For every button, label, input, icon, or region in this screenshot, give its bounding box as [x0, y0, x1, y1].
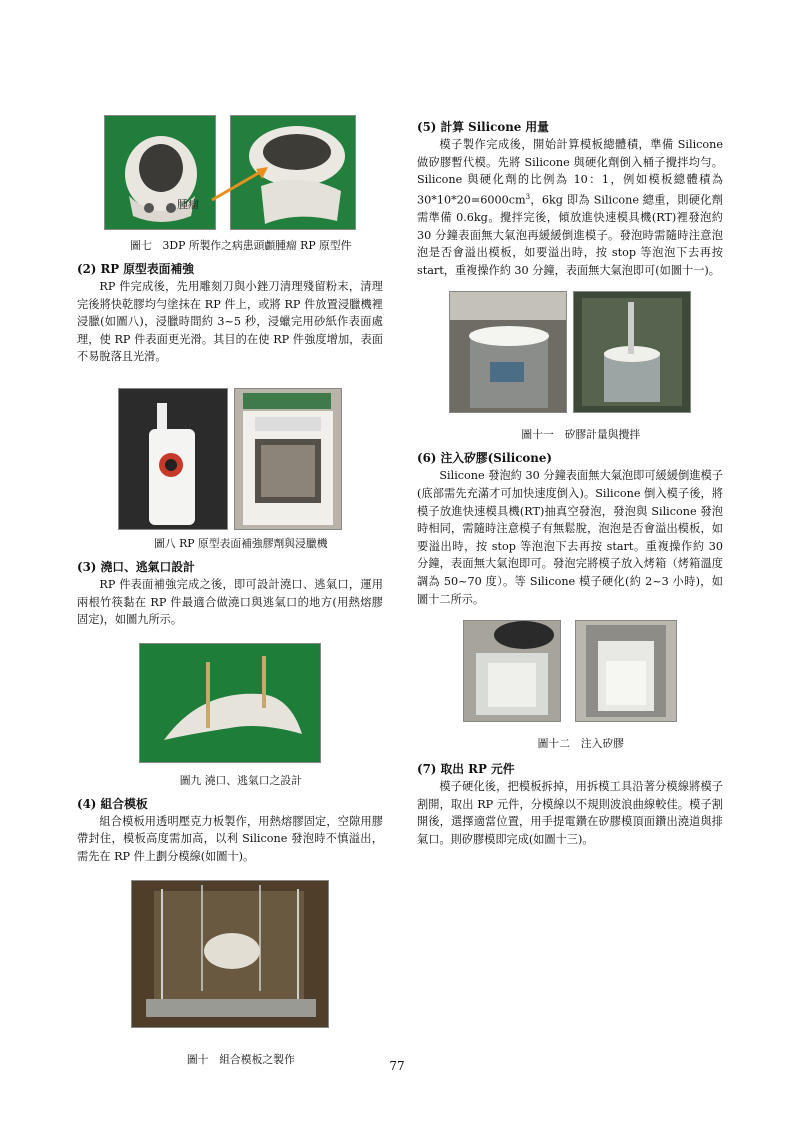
section-5-text-b: ，6kg 即為 Silicone 總重，則硬化劑需準備 0.6kg。攪拌完後，傾放進快速模具機(RT)裡發泡約 30 分鐘表面無大氣泡再緩緩倒進模子。發泡時需隨時注意泡泡是否會溢出模板，如要溢出時，按 stop 等泡泡下去再按 start，重複操作約 30 分鐘，表面無大氣泡即可(如圖十一)。 — [417, 193, 723, 277]
figure-10 — [77, 880, 383, 1028]
figure-10-caption: 圖十 組合模板之製作 — [186, 1052, 295, 1066]
mixing-machine-photo — [573, 291, 691, 413]
figure-8 — [77, 388, 383, 530]
figure-11-caption: 圖十一 矽膠計量與攪拌 — [521, 428, 641, 442]
vacuum-chamber-photo — [575, 620, 677, 722]
silicone-pour-photo — [463, 620, 561, 722]
tumor-label: 腫瘤 — [177, 198, 199, 211]
arrow-icon — [210, 165, 270, 205]
left-column — [77, 115, 383, 1068]
section-5-text — [417, 136, 723, 279]
section-6-heading: (6) 注入矽膠(Silicone) — [417, 451, 552, 466]
cubic-superscript: 3 — [525, 192, 531, 201]
section-6-text: Silicone 發泡約 30 分鐘表面無大氣泡即可緩緩倒進模子(底部需先充滿才可加快速度倒入)。Silicone 倒入模子後，將模子放進快速模具機(RT)抽真空發泡，發泡與 Silicone 發泡時相同，需隨時注意模子有無鬆脫，泡泡是否會溢出模板，如要溢出時，按 stop 等泡泡下去再按 start。重複操作約 30 分鐘，表面無大氣泡即可。發泡完將模子放入烤箱（烤箱溫度調為 50~70 度）。等 Silicone 模子硬化(約 2~3 小時)，如圖十二所示。 — [417, 469, 723, 606]
mold-frame-photo — [131, 880, 329, 1028]
silicone-measure-photo — [449, 291, 567, 413]
figure-12-caption: 圖十二 注入矽膠 — [537, 737, 624, 751]
figure-12 — [417, 620, 723, 722]
gate-design-photo — [139, 643, 321, 763]
figure-11 — [417, 291, 723, 413]
page-number: 77 — [389, 1059, 405, 1073]
section-7-text: 模子硬化後，把模板拆掉，用拆模工具沿著分模線將模子割開，取出 RP 元件，分模線以不規則波浪曲線較佳。模子割開後，選擇適當位置，用手提電鑽在矽膠模頂面鑽出澆道與排氣口。則矽膠模即完成(如圖十三)。 — [417, 780, 723, 847]
figure-7-caption: 圖七 3DP 所製作之病患頭顱腫瘤 RP 原型件 — [130, 239, 352, 252]
figure-9-caption: 圖九 澆口、逃氣口之設計 — [179, 773, 302, 787]
figure-9 — [77, 643, 383, 763]
section-5-heading: (5) 計算 Silicone 用量 — [417, 120, 549, 134]
wax-dipping-machine-photo — [234, 388, 342, 530]
figure-8-caption: 圖八 RP 原型表面補強膠劑與浸臘機 — [154, 536, 328, 550]
section-4-text: 組合模板用透明壓克力板製作，用熱熔膠固定，空隙用膠帶封住，模板高度需加高，以利 Silicone 發泡時不慎溢出，需先在 RP 件上劃分模線(如圖十)。 — [77, 814, 383, 863]
glue-bottle-photo — [118, 388, 228, 530]
section-2-heading: (2) RP 原型表面補強 — [77, 262, 195, 276]
section-3-heading: (3) 澆口、逃氣口設計 — [77, 559, 195, 574]
right-column — [417, 118, 723, 849]
section-4-heading: (4) 組合模板 — [77, 796, 148, 811]
skull-model-photo — [104, 115, 216, 230]
section-3-text: RP 件表面補強完成之後，即可設計澆口、逃氣口，運用兩根竹筷黏在 RP 件最適合做澆口與逃氣口的地方(用熱熔膠固定)，如圖九所示。 — [77, 577, 383, 627]
section-7-heading: (7) 取出 RP 元件 — [417, 762, 515, 777]
section-5-text-a: 模子製作完成後，開始計算模板總體積，準備 Silicone 做矽膠暫代模。先將 Silicone 與硬化劑倒入桶子攪拌均勻。Silicone 與硬化劑的比例為 10：1，例如模板總體積為 30*10*20=6000cm — [417, 138, 723, 207]
section-2-text: RP 件完成後，先用雕刻刀與小銼刀清理殘留粉末，清理完後將快乾膠均勻塗抹在 RP 件上，或將 RP 件放置浸臘機裡浸臘(如圖八)，浸臘時間約 3~5 秒，浸蠟完用砂紙作表面處理，使 RP 件表面更光滑。其目的在使 RP 件強度增加，表面不易脫落且光滑。 — [77, 280, 383, 364]
